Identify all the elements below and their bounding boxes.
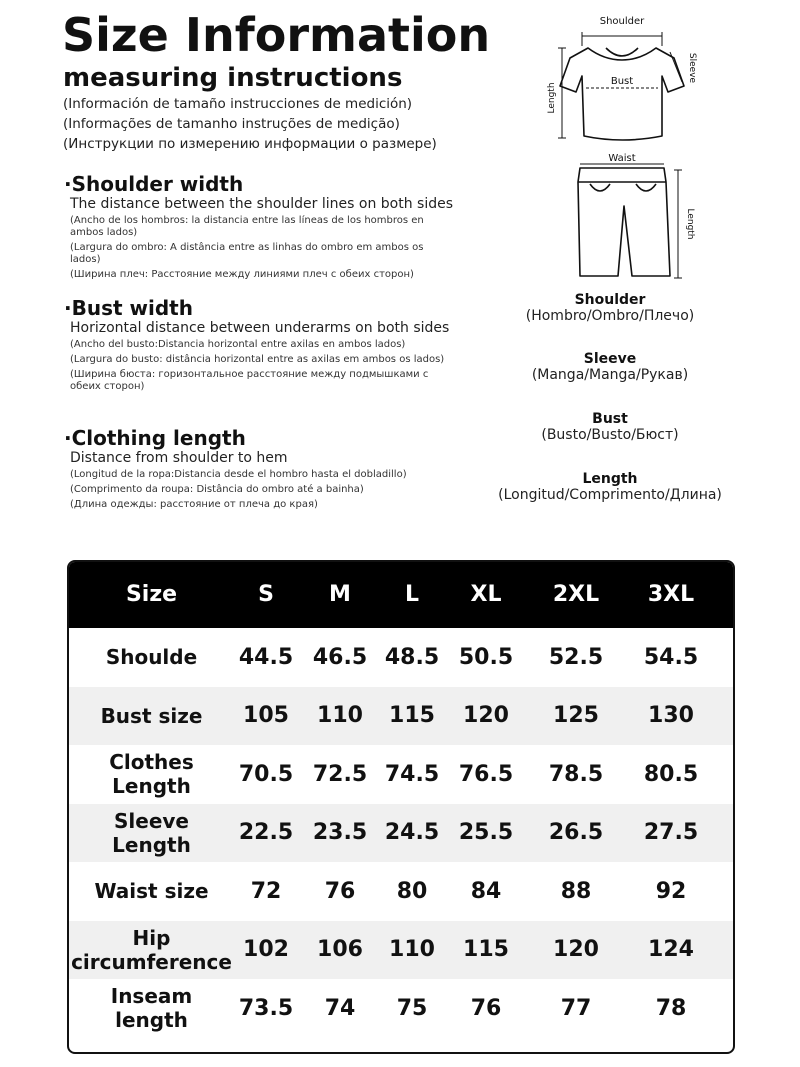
table-row <box>69 921 733 980</box>
legend-translation: (Manga/Manga/Рукав) <box>531 367 689 383</box>
section-heading: ·Clothing length <box>64 426 246 450</box>
header-cell-m: M <box>329 582 351 607</box>
section-note: (Длина одежды: расстояние от плеча до края) <box>70 499 318 510</box>
table-cell: 125 <box>553 703 599 729</box>
row-label: Sleeve Length <box>112 808 191 857</box>
diagram-sleeve-label: Sleeve <box>687 52 697 84</box>
legend-translation: (Longitud/Comprimento/Длина) <box>498 487 722 503</box>
table-cell: 50.5 <box>458 644 514 670</box>
table-cell: 77 <box>560 995 592 1021</box>
table-cell: 52.5 <box>548 644 604 670</box>
diagram-bust-label: Bust <box>610 76 634 87</box>
table-cell: 78 <box>655 995 687 1021</box>
table-cell: 76 <box>324 878 356 904</box>
table-cell: 115 <box>389 703 435 729</box>
table-cell: 78.5 <box>548 761 604 787</box>
header-cell-3xl: 3XL <box>647 582 695 607</box>
table-cell: 80 <box>396 878 428 904</box>
subtitle-line-es: (Información de tamaño instrucciones de medición) <box>63 96 413 112</box>
row-label: Bust size <box>100 703 203 728</box>
section-note: (Ancho de los hombros: la distancia entre las líneas de los hombros en ambos lados) <box>70 215 424 238</box>
table-cell: 130 <box>648 703 694 729</box>
table-cell: 74 <box>324 995 356 1021</box>
section-bust <box>64 296 464 393</box>
table-cell: 25.5 <box>458 820 514 846</box>
table-cell: 44.5 <box>238 644 294 670</box>
row-label: Hip circumference <box>71 925 232 974</box>
table-cell: 92 <box>655 878 687 904</box>
legend-name: Length <box>582 471 638 487</box>
garment-diagram <box>540 6 700 286</box>
table-cell: 105 <box>243 703 289 729</box>
legend-bust <box>490 411 730 443</box>
section-shoulder <box>64 172 464 281</box>
table-cell: 54.5 <box>643 644 699 670</box>
table-row <box>69 804 733 863</box>
table-cell: 48.5 <box>384 644 440 670</box>
row-label: Inseam length <box>110 984 193 1033</box>
row-label: Waist size <box>94 879 209 904</box>
table-cell: 22.5 <box>238 820 294 846</box>
section-note: (Ancho del busto:Distancia horizontal entre axilas en ambos lados) <box>70 339 406 350</box>
section-heading: ·Bust width <box>64 296 193 320</box>
table-cell: 110 <box>317 703 363 729</box>
table-row <box>69 745 733 804</box>
table-cell: 124 <box>648 937 694 963</box>
section-heading: ·Shoulder width <box>64 172 244 196</box>
legend-length <box>490 471 730 503</box>
table-cell: 27.5 <box>643 820 699 846</box>
diagram-shoulder-label: Shoulder <box>599 16 645 27</box>
header-cell-l: L <box>404 582 420 607</box>
row-label: Shoulde <box>105 645 198 670</box>
row-label: Clothes Length <box>109 750 194 799</box>
table-cell: 72.5 <box>312 761 368 787</box>
page-subtitle: measuring instructions <box>63 63 403 93</box>
table-cell: 24.5 <box>384 820 440 846</box>
table-row <box>69 979 733 1038</box>
page-title: Size Information <box>62 8 491 62</box>
header-cell-size: Size <box>125 582 178 607</box>
legend-sleeve <box>490 351 730 383</box>
legend-translation: (Busto/Busto/Бюст) <box>541 427 679 443</box>
section-note: (Longitud de la ropa:Distancia desde el hombro hasta el dobladillo) <box>70 469 407 480</box>
section-description: Horizontal distance between underarms on both sides <box>70 320 450 336</box>
diagram-length-label: Length <box>547 82 557 114</box>
table-cell: 23.5 <box>312 820 368 846</box>
table-cell: 46.5 <box>312 644 368 670</box>
section-note: (Largura do ombro: A distância entre as linhas do ombro em ambos os lados) <box>70 242 424 265</box>
table-cell: 76.5 <box>458 761 514 787</box>
table-cell: 88 <box>560 878 592 904</box>
table-cell: 106 <box>317 937 363 963</box>
section-description: The distance between the shoulder lines on both sides <box>70 196 454 212</box>
size-table-header <box>69 562 733 628</box>
diagram-pants-length-label: Length <box>685 208 695 240</box>
section-clothing-length <box>64 426 464 511</box>
table-cell: 102 <box>243 937 289 963</box>
table-cell: 80.5 <box>643 761 699 787</box>
legend-name: Sleeve <box>583 351 637 367</box>
section-note: (Largura do busto: distância horizontal entre as axilas em ambos os lados) <box>70 354 445 365</box>
table-cell: 115 <box>463 937 509 963</box>
size-table-body <box>69 628 733 1038</box>
table-cell: 74.5 <box>384 761 440 787</box>
legend-translation: (Hombro/Ombro/Плечо) <box>525 308 695 324</box>
pants-icon <box>578 168 670 276</box>
table-cell: 76 <box>470 995 502 1021</box>
table-cell: 84 <box>470 878 502 904</box>
table-cell: 120 <box>553 937 599 963</box>
table-cell: 110 <box>389 937 435 963</box>
header-cell-xl: XL <box>470 582 502 607</box>
table-row <box>69 687 733 746</box>
tshirt-icon <box>560 48 684 140</box>
legend-shoulder <box>490 292 730 324</box>
table-cell: 120 <box>463 703 509 729</box>
table-row <box>69 862 733 921</box>
legend-name: Bust <box>592 411 628 427</box>
header-cell-2xl: 2XL <box>552 582 600 607</box>
section-note: (Ширина бюста: горизонтальное расстояние между подмышками с обеих сторон) <box>70 369 429 392</box>
section-note: (Comprimento da roupa: Distância do ombro até a bainha) <box>70 484 364 495</box>
table-cell: 75 <box>396 995 428 1021</box>
table-row <box>69 628 733 687</box>
subtitle-line-pt: (Informações de tamanho instruções de medição) <box>63 116 400 132</box>
section-note: (Ширина плеч: Расстояние между линиями плеч с обеих сторон) <box>70 269 414 280</box>
subtitle-line-ru: (Инструкции по измерению информации о размере) <box>63 136 437 152</box>
table-cell: 70.5 <box>238 761 294 787</box>
table-cell: 26.5 <box>548 820 604 846</box>
table-cell: 73.5 <box>238 995 294 1021</box>
section-description: Distance from shoulder to hem <box>70 450 288 466</box>
legend-name: Shoulder <box>574 292 646 308</box>
header-cell-s: S <box>258 582 274 607</box>
diagram-waist-label: Waist <box>608 153 636 164</box>
size-table <box>67 560 735 1054</box>
table-cell: 72 <box>250 878 282 904</box>
